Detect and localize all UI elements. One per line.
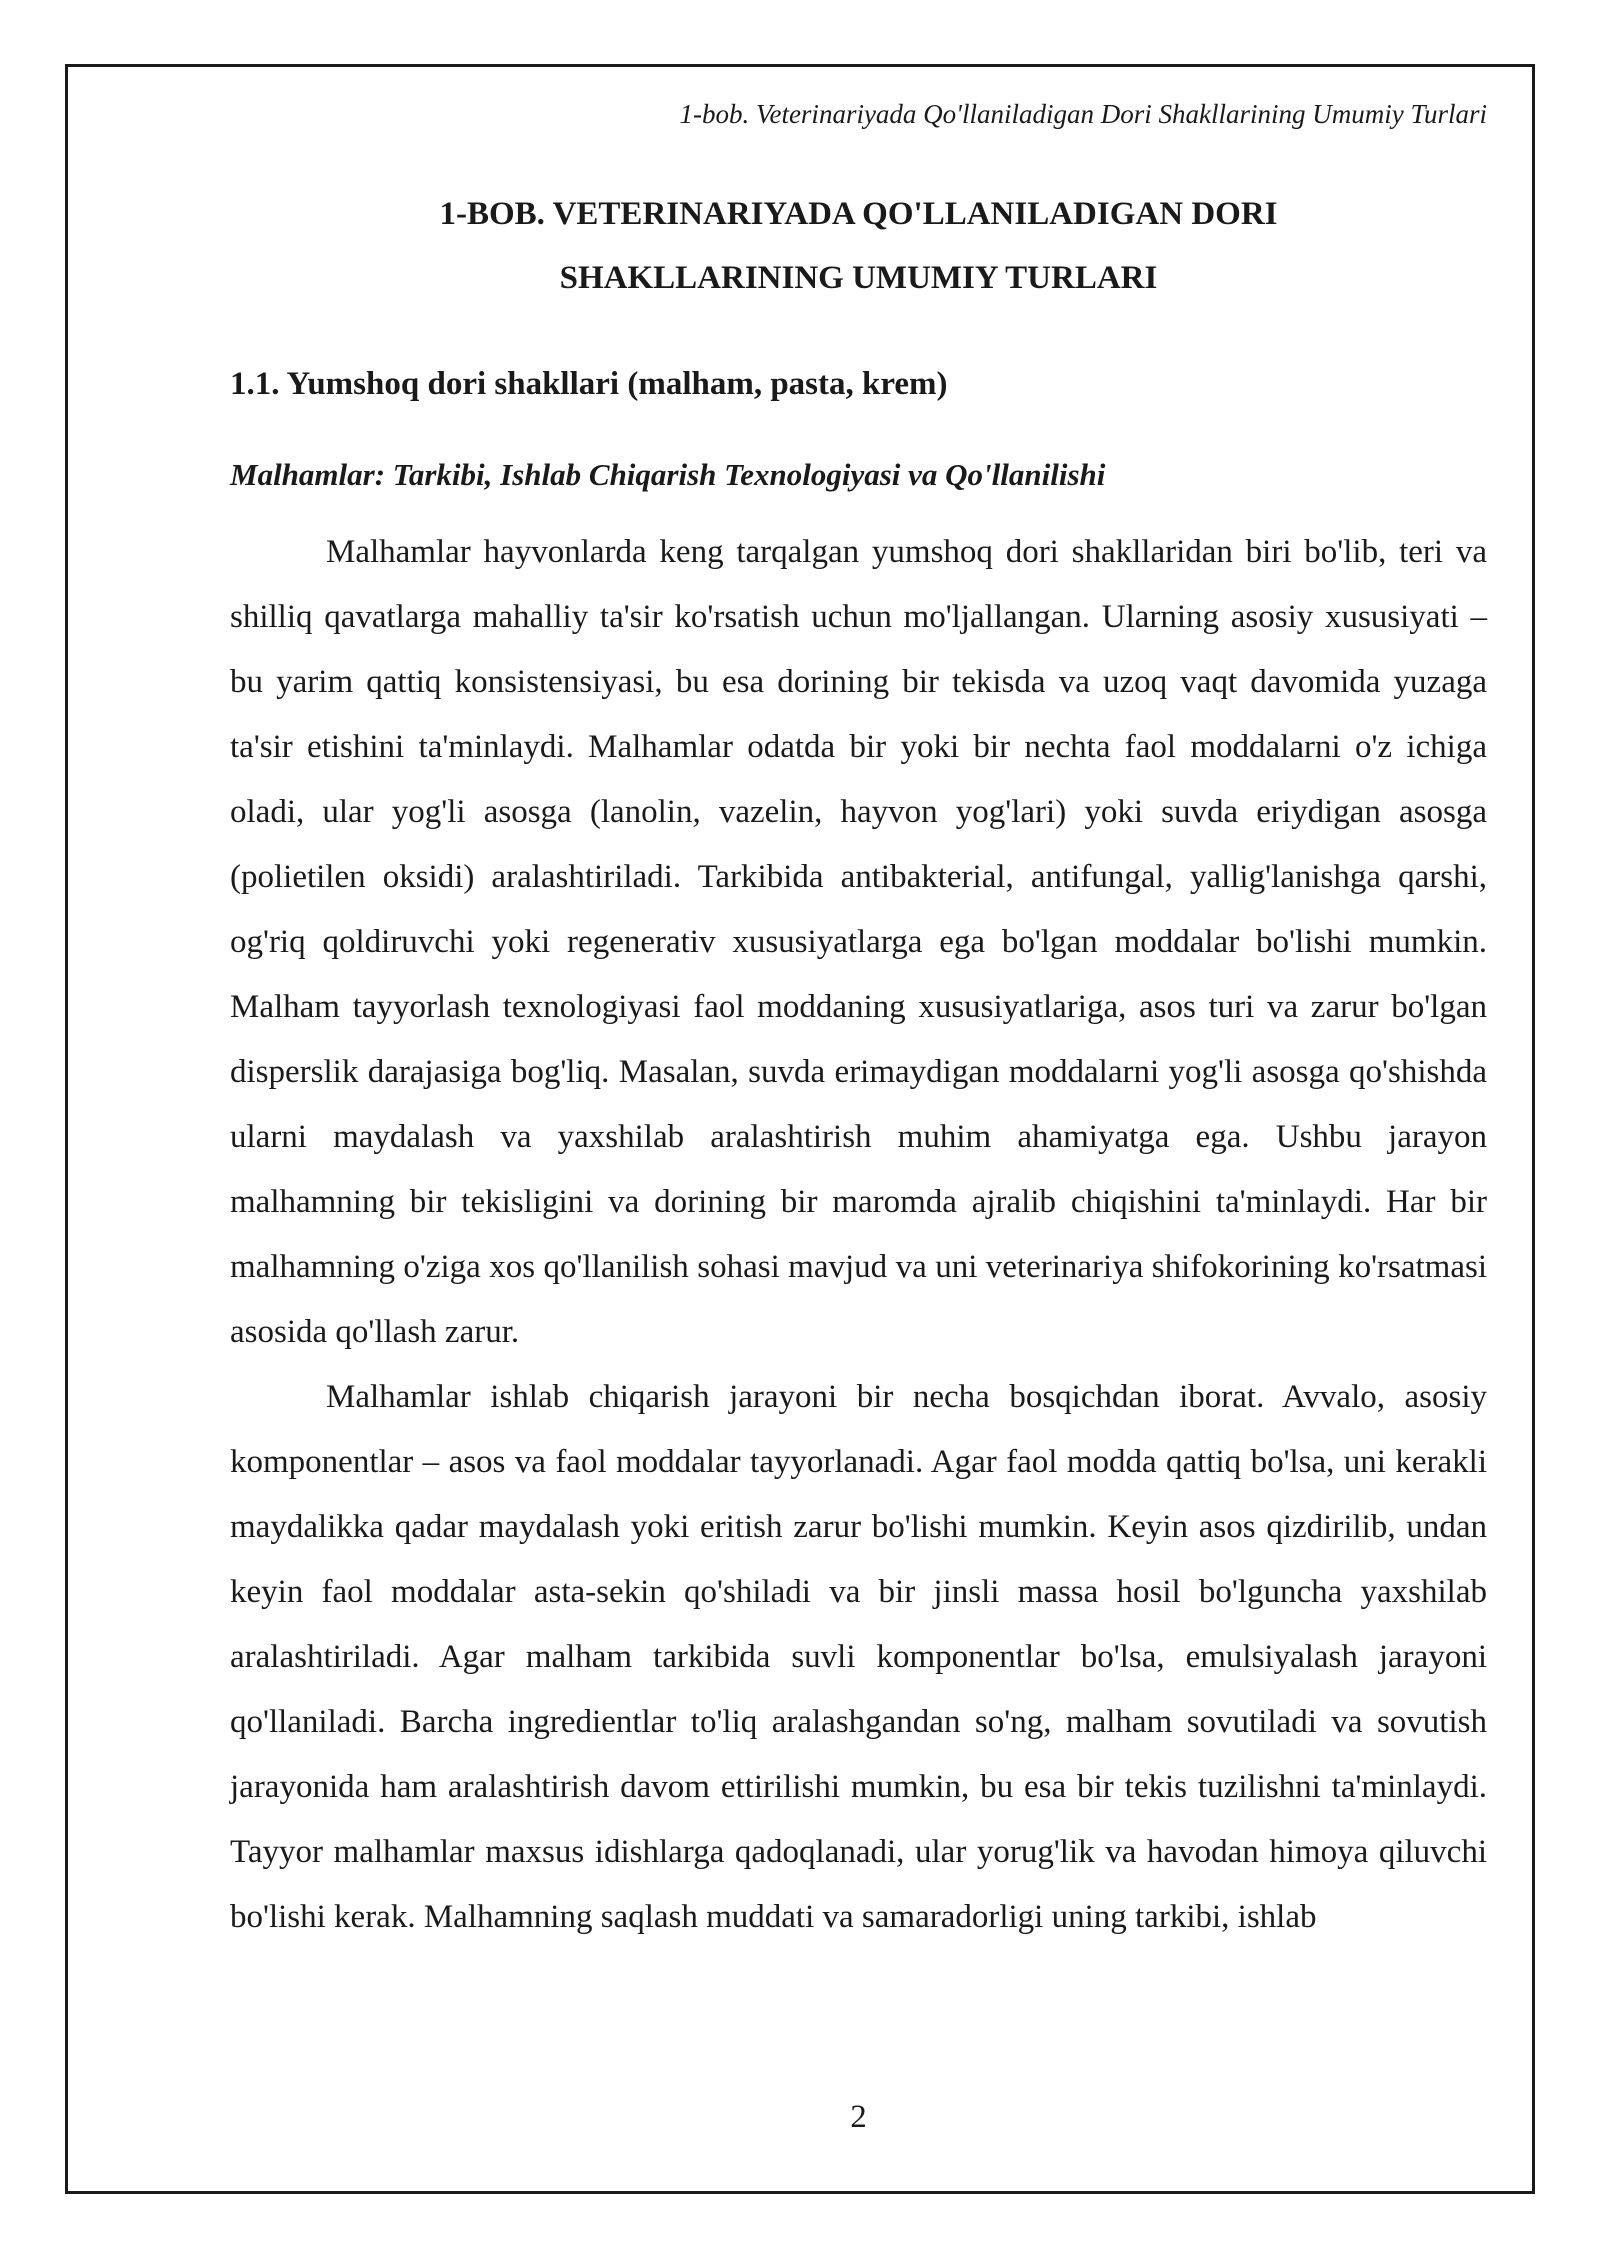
chapter-title-line-1: 1-BOB. VETERINARIYADA QO'LLANILADIGAN DORI <box>439 196 1278 232</box>
paragraph-2: Malhamlar ishlab chiqarish jarayoni bir necha bosqichdan iborat. Avvalo, asosiy komponentlar – asos va faol moddalar tayyorlanadi. Agar faol modda qattiq bo'lsa, uni kerakli maydalikka qadar maydalash yoki eritish zarur bo'lishi mumkin. Keyin asos qizdirilib, undan keyin faol moddalar asta-sekin qo'shiladi va bir jinsli massa hosil bo'lguncha yaxshilab aralashtiriladi. Agar malham tarkibida suvli komponentlar bo'lsa, emulsiyalash jarayoni qo'llaniladi. Barcha ingredientlar to'liq aralashgandan so'ng, malham sovutiladi va sovutish jarayonida ham aralashtirish davom ettirilishi mumkin, bu esa bir tekis tuzilishni ta'minlaydi. Tayyor malhamlar maxsus idishlarga qadoqlanadi, ular yorug'lik va havodan himoya qiluvchi bo'lishi kerak. Malhamning saqlash muddati va samaradorligi uning tarkibi, ishlab <box>230 1379 1487 1935</box>
running-header: 1-bob. Veterinariyada Qo'llaniladigan Dori Shakllarining Umumiy Turlari <box>679 99 1487 129</box>
section-heading: 1.1. Yumshoq dori shakllari (malham, pasta, krem) <box>230 366 948 402</box>
chapter-title <box>230 182 1487 310</box>
paragraph-1: Malhamlar hayvonlarda keng tarqalgan yumshoq dori shakllaridan biri bo'lib, teri va shilliq qavatlarga mahalliy ta'sir ko'rsatish uchun mo'ljallangan. Ularning asosiy xususiyati – bu yarim qattiq konsistensiyasi, bu esa dorining bir tekisda va uzoq vaqt davomida yuzaga ta'sir etishini ta'minlaydi. Malhamlar odatda bir yoki bir nechta faol moddalarni o'z ichiga oladi, ular yog'li asosga (lanolin, vazelin, hayvon yog'lari) yoki suvda eriydigan asosga (polietilen oksidi) aralashtiriladi. Tarkibida antibakterial, antifungal, yallig'lanishga qarshi, og'riq qoldiruvchi yoki regenerativ xususiyatlarga ega bo'lgan moddalar bo'lishi mumkin. Malham tayyorlash texnologiyasi faol moddaning xususiyatlariga, asos turi va zarur bo'lgan disperslik darajasiga bog'liq. Masalan, suvda erimaydigan moddalarni yog'li asosga qo'shishda ularni maydalash va yaxshilab aralashtirish muhim ahamiyatga ega. Ushbu jarayon malhamning bir tekisligini va dorining bir maromda ajralib chiqishini ta'minlaydi. Har bir malhamning o'ziga xos qo'llanilish sohasi mavjud va uni veterinariya shifokorining ko'rsatmasi asosida qo'llash zarur. <box>230 534 1487 1350</box>
chapter-title-line-2: SHAKLLARINING UMUMIY TURLARI <box>559 260 1158 296</box>
page-number: 2 <box>850 2099 867 2135</box>
body-text <box>230 520 1487 1950</box>
subsection-heading: Malhamlar: Tarkibi, Ishlab Chiqarish Texnologiyasi va Qo'llanilishi <box>230 457 1106 492</box>
